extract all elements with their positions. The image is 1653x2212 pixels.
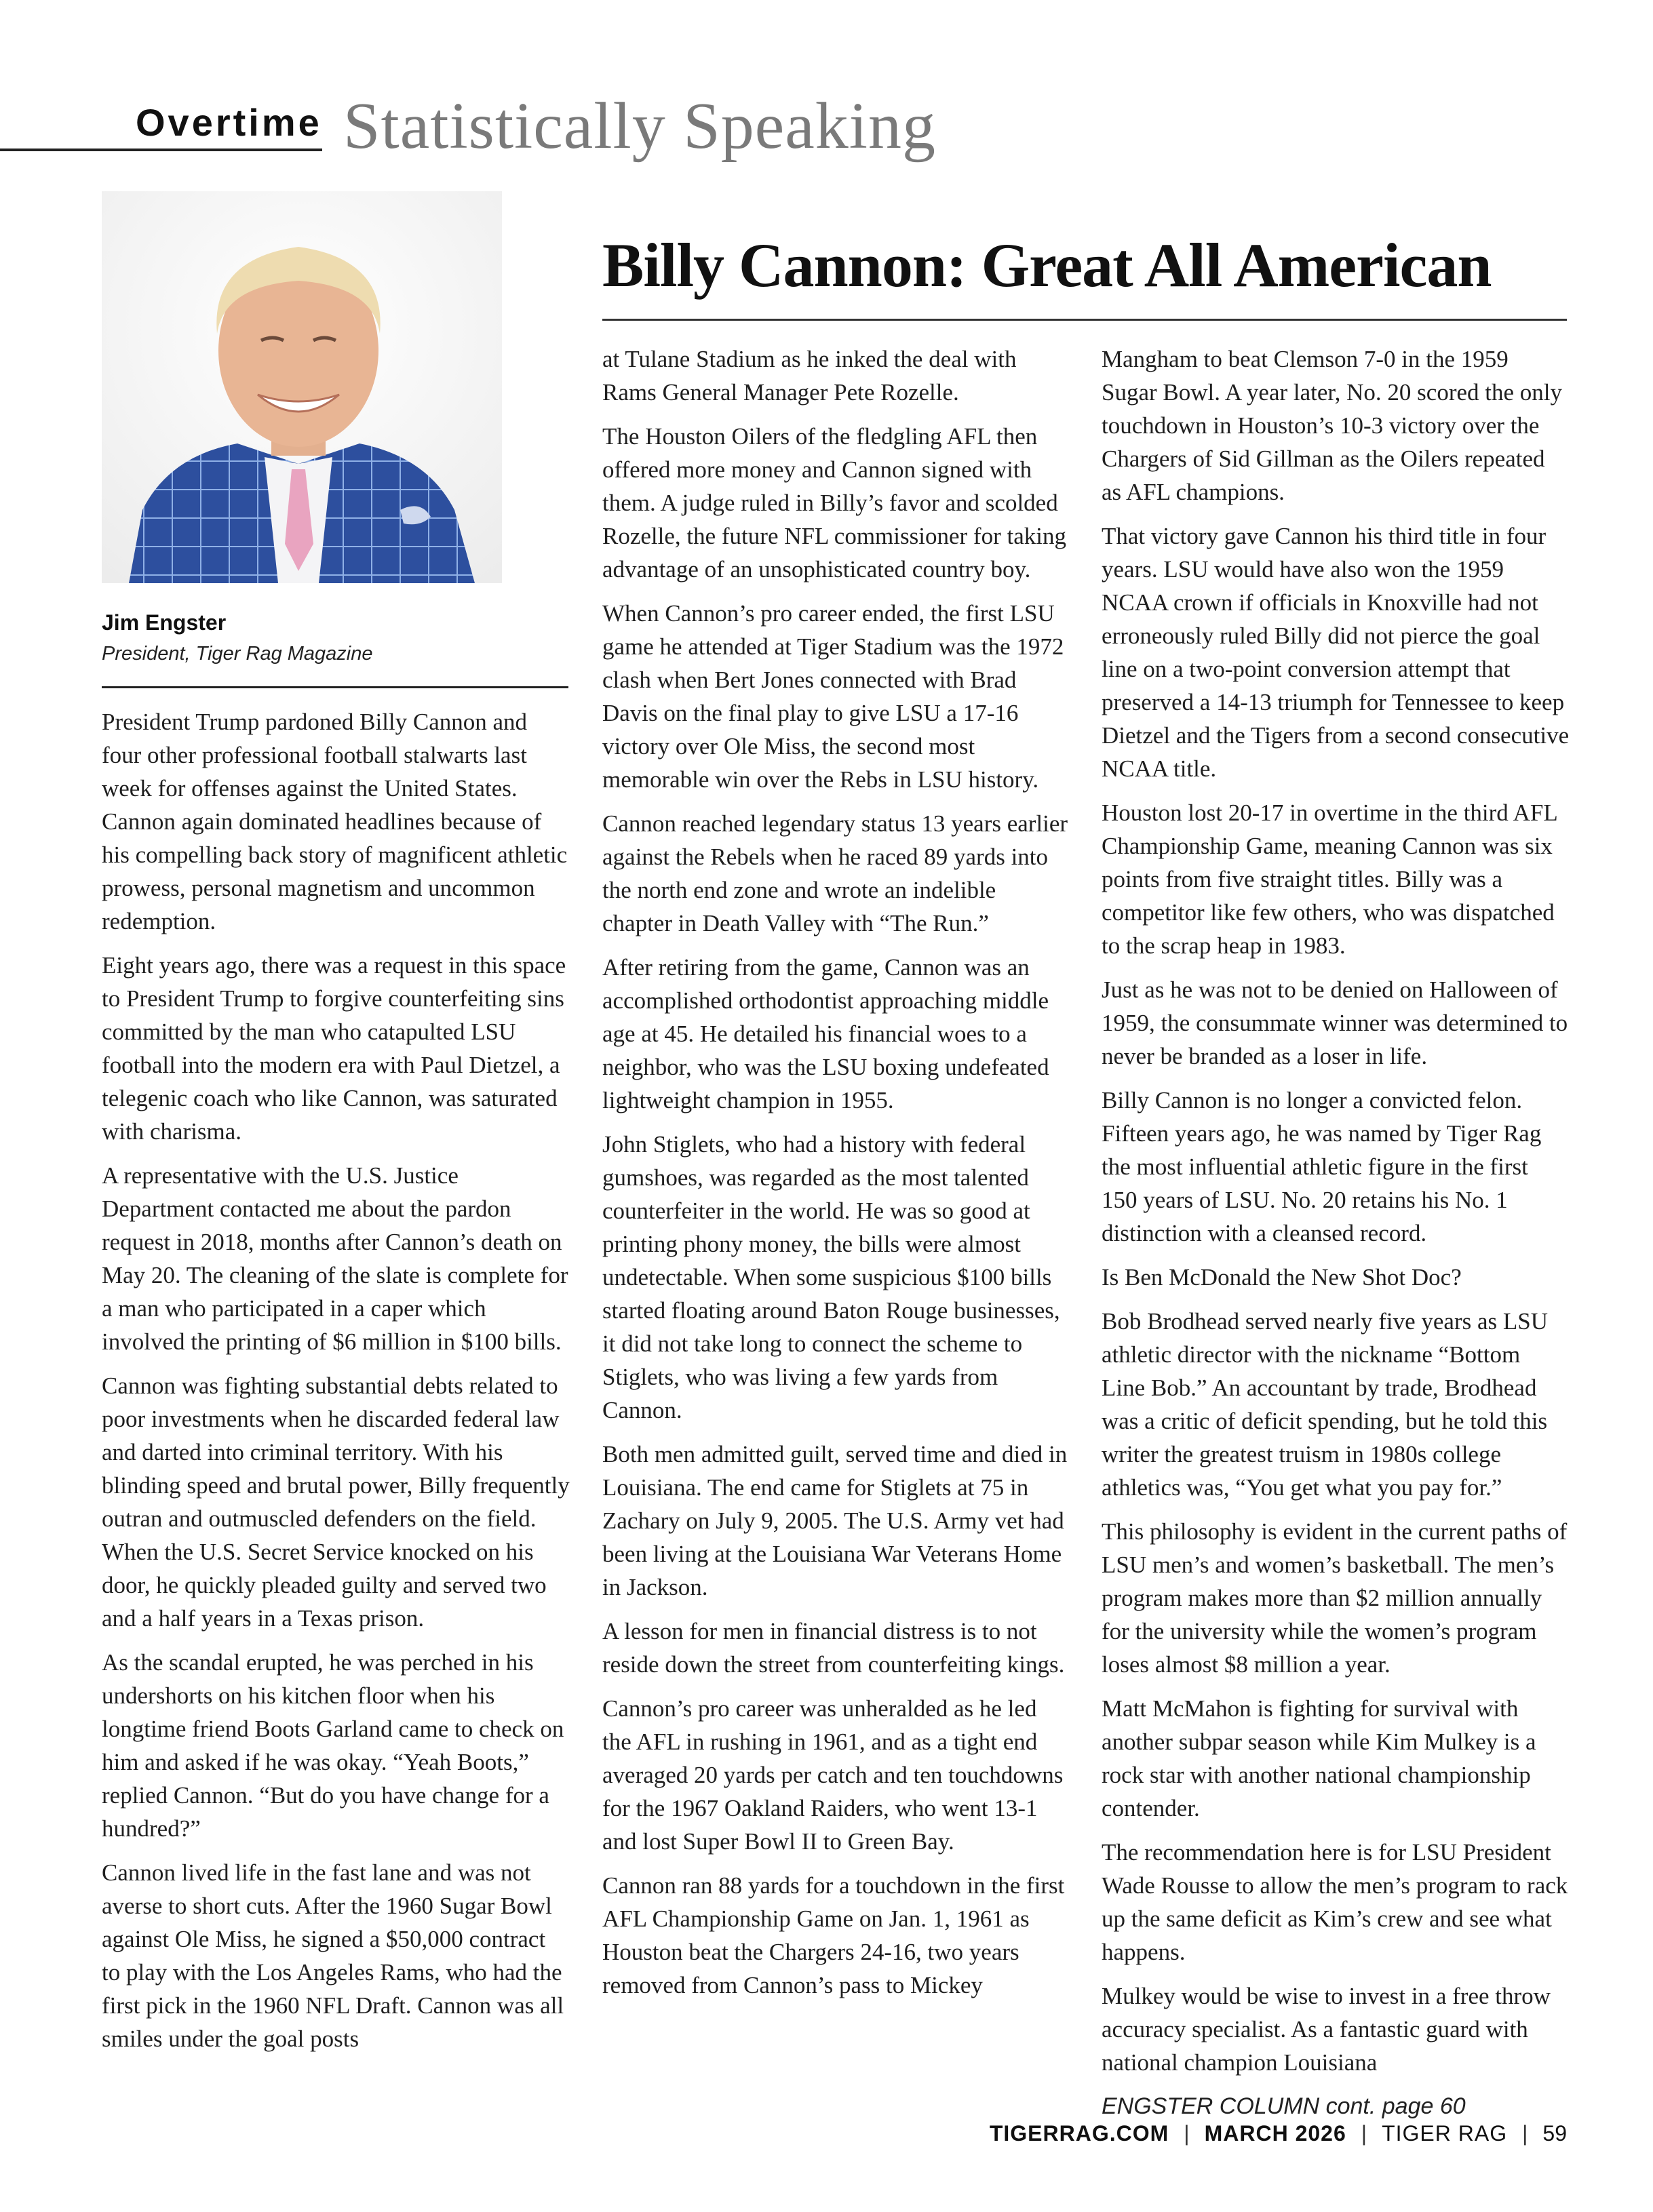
page-footer	[990, 2121, 1567, 2146]
footer-magazine: TIGER RAG	[1382, 2121, 1508, 2146]
paragraph: The recommendation here is for LSU President Wade Rousse to allow the men’s program to rack up the same deficit as Kim’s crew and see what happens.	[1102, 1839, 1568, 1965]
paragraph: Bob Brodhead served nearly five years as LSU athletic director with the nickname “Bottom Line Bob.” An accountant by trade, Brodhead was a critic of deficit spending, but he told this writer the greatest truism in 1980s college athletics was, “You get what you pay for.”	[1102, 1308, 1548, 1501]
paragraph: Cannon was fighting substantial debts related to poor investments when he discarded federal law and darted into criminal territory. With his blinding speed and brutal power, Billy frequently outran and outmuscled defenders on the field. When the U.S. Secret Service knocked on his door, he quickly pleaded guilty and served two and a half years in a Texas prison.	[102, 1372, 570, 1632]
article-column-3	[1102, 342, 1570, 2134]
footer-separator: |	[1184, 2121, 1190, 2146]
column-kicker: Statistically Speaking	[343, 90, 936, 163]
paragraph: President Trump pardoned Billy Cannon and four other professional football stalwarts last week for offenses against the United States. Cannon again dominated headlines because of his compelling back story of magnificent athletic prowess, personal magnetism and uncommon redemption.	[102, 709, 568, 934]
paragraph: After retiring from the game, Cannon was an accomplished orthodontist approaching middle age at 45. He detailed his financial woes to a neighbor, who was the LSU boxing undefeated lightweight champion in 1955.	[602, 954, 1049, 1113]
article-headline: Billy Cannon: Great All American	[602, 231, 1492, 300]
article-column-2	[602, 342, 1070, 2013]
header-rule	[0, 149, 322, 151]
paragraph: Cannon lived life in the fast lane and was not averse to short cuts. After the 1960 Sugar Bowl against Ole Miss, he signed a $50,000 contract to play with the Los Angeles Rams, who had the first pick in the 1960 NFL Draft. Cannon was all smiles under the goal posts	[102, 1859, 564, 2052]
paragraph: Just as he was not to be denied on Halloween of 1959, the consummate winner was determined to never be branded as a loser in life.	[1102, 976, 1568, 1069]
paragraph: When Cannon’s pro career ended, the first LSU game he attended at Tiger Stadium was the 1972 clash when Bert Jones connected with Brad Davis on the final play to give LSU a 17-16 victory over Ole Miss, the second most memorable win over the Rebs in LSU history.	[602, 600, 1064, 793]
author-title: President, Tiger Rag Magazine	[102, 643, 373, 665]
paragraph: This philosophy is evident in the current paths of LSU men’s and women’s basketball. The men’s program makes more than $2 million annually for the university while the women’s program loses almost $8 million a year.	[1102, 1518, 1568, 1678]
section-label: Overtime	[136, 101, 322, 144]
author-name: Jim Engster	[102, 610, 227, 635]
paragraph: at Tulane Stadium as he inked the deal with Rams General Manager Pete Rozelle.	[602, 346, 1017, 406]
footer-separator: |	[1522, 2121, 1528, 2146]
headline-rule	[602, 319, 1567, 321]
continued-notice: ENGSTER COLUMN cont. page 60	[1102, 2093, 1466, 2119]
paragraph: A representative with the U.S. Justice Department contacted me about the pardon request in 2018, months after Cannon’s death on May 20. The cleaning of the slate is complete for a man who participated in a caper which involved the printing of $6 million in $100 bills.	[102, 1162, 568, 1355]
footer-separator: |	[1361, 2121, 1367, 2146]
paragraph: A lesson for men in financial distress is to not reside down the street from counterfeiting kings.	[602, 1618, 1065, 1678]
paragraph: Cannon ran 88 yards for a touchdown in the first AFL Championship Game on Jan. 1, 1961 as Houston beat the Chargers 24-16, two years removed from Cannon’s pass to Mickey	[602, 1872, 1065, 1998]
paragraph: Both men admitted guilt, served time and died in Louisiana. The end came for Stiglets at 75 in Zachary on July 9, 2005. The U.S. Army vet had been living at the Louisiana War Veterans Home in Jackson.	[602, 1441, 1068, 1600]
paragraph: Houston lost 20-17 in overtime in the third AFL Championship Game, meaning Cannon was six points from five straight titles. Billy was a competitor like few others, who was dispatched to the scrap heap in 1983.	[1102, 799, 1557, 959]
byline-rule	[102, 686, 568, 688]
article-column-1	[102, 705, 570, 2066]
paragraph: Eight years ago, there was a request in this space to President Trump to forgive counterfeiting sins committed by the man who catapulted LSU football into the modern era with Paul Dietzel, a telegenic coach who like Cannon, was saturated with charisma.	[102, 952, 566, 1145]
paragraph: John Stiglets, who had a history with federal gumshoes, was regarded as the most talented counterfeiter in the world. He was so good at printing phony money, the bills were almost undetectable. When some suspicious $100 bills started floating around Baton Rouge businesses, it did not take long to connect the scheme to Stiglets, who was living a few yards from Cannon.	[602, 1131, 1060, 1423]
paragraph: Mulkey would be wise to invest in a free throw accuracy specialist. As a fantastic guard with national champion Louisiana	[1102, 1983, 1551, 2076]
subhead-paragraph: Is Ben McDonald the New Shot Doc?	[1102, 1264, 1462, 1290]
author-photo	[102, 191, 502, 583]
paragraph: Cannon reached legendary status 13 years earlier against the Rebels when he raced 89 yards into the north end zone and wrote an indelible chapter in Death Valley with “The Run.”	[602, 810, 1068, 936]
paragraph: Cannon’s pro career was unheralded as he led the AFL in rushing in 1961, and as a tight end averaged 20 yards per catch and ten touchdowns for the 1967 Oakland Raiders, who went 13-1 and lost Super Bowl II to Green Bay.	[602, 1695, 1064, 1855]
paragraph: The Houston Oilers of the fledgling AFL then offered more money and Cannon signed with them. A judge ruled in Billy’s favor and scolded Rozelle, the future NFL commissioner for taking advantage of an unsophisticated country boy.	[602, 423, 1066, 582]
paragraph: Mangham to beat Clemson 7-0 in the 1959 Sugar Bowl. A year later, No. 20 scored the only touchdown in Houston’s 10-3 victory over the Chargers of Sid Gillman as the Oilers repeated as AFL champions.	[1102, 346, 1563, 505]
page-number: 59	[1542, 2121, 1567, 2146]
paragraph: Matt McMahon is fighting for survival with another subpar season while Kim Mulkey is a rock star with another national championship contender.	[1102, 1695, 1536, 1821]
footer-site: TIGERRAG.COM	[989, 2121, 1169, 2146]
paragraph: That victory gave Cannon his third title in four years. LSU would have also won the 1959 NCAA crown if officials in Knoxville had not erroneously ruled Billy did not pierce the goal line on a two-point conversion attempt that preserved a 14-13 triumph for Tennessee to keep Dietzel and the Tigers from a second consecutive NCAA title.	[1102, 523, 1570, 782]
paragraph: Billy Cannon is no longer a convicted felon. Fifteen years ago, he was named by Tiger Rag the most influential athletic figure in the first 150 years of LSU. No. 20 retains his No. 1 distinction with a cleansed record.	[1102, 1087, 1542, 1246]
footer-issue: MARCH 2026	[1204, 2121, 1346, 2146]
paragraph: As the scandal erupted, he was perched in his undershorts on his kitchen floor when his longtime friend Boots Garland came to check on him and asked if he was okay. “Yeah Boots,” replied Cannon. “But do you have change for a hundred?”	[102, 1649, 564, 1842]
